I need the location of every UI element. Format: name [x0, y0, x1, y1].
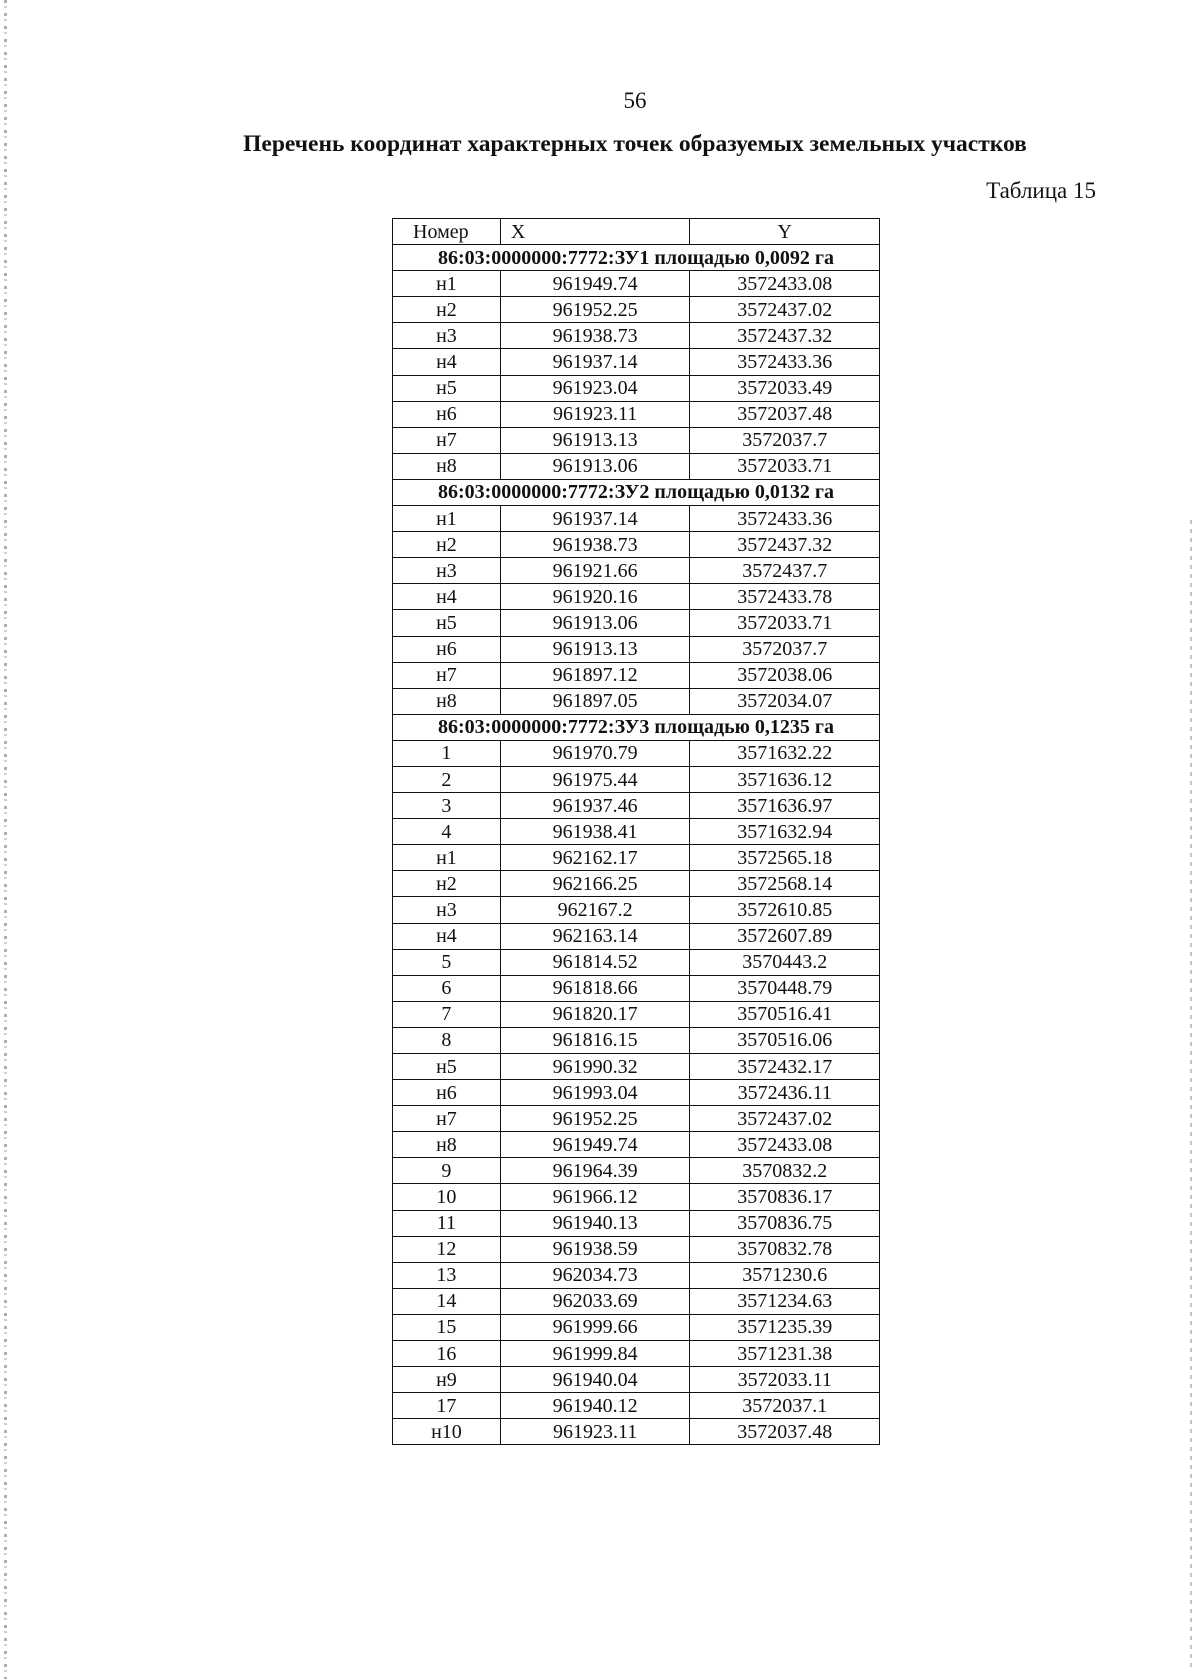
x-coordinate-cell: 961952.25	[500, 1106, 690, 1132]
x-coordinate-cell: 961952.25	[500, 297, 690, 323]
section-title: 86:03:0000000:7772:ЗУ1 площадью 0,0092 га	[393, 245, 880, 271]
table-row	[393, 1184, 880, 1210]
table-row	[393, 1054, 880, 1080]
table-row	[393, 297, 880, 323]
y-coordinate-cell: 3570516.41	[690, 1001, 880, 1027]
point-number-cell: 10	[393, 1184, 501, 1210]
point-number-cell: 11	[393, 1210, 501, 1236]
x-coordinate-cell: 961937.14	[500, 349, 690, 375]
point-number-cell: н6	[393, 401, 501, 427]
table-row	[393, 1132, 880, 1158]
point-number-cell: н7	[393, 1106, 501, 1132]
point-number-cell: н4	[393, 584, 501, 610]
x-coordinate-cell: 961897.12	[500, 662, 690, 688]
y-coordinate-cell: 3572568.14	[690, 871, 880, 897]
table-row	[393, 1367, 880, 1393]
y-coordinate-cell: 3572033.11	[690, 1367, 880, 1393]
x-coordinate-cell: 961999.84	[500, 1341, 690, 1367]
table-row	[393, 949, 880, 975]
y-coordinate-cell: 3572436.11	[690, 1080, 880, 1106]
y-coordinate-cell: 3572437.02	[690, 297, 880, 323]
x-coordinate-cell: 961913.06	[500, 610, 690, 636]
x-coordinate-cell: 962162.17	[500, 845, 690, 871]
x-coordinate-cell: 961949.74	[500, 271, 690, 297]
point-number-cell: н6	[393, 636, 501, 662]
table-row	[393, 584, 880, 610]
point-number-cell: н3	[393, 897, 501, 923]
y-coordinate-cell: 3572433.08	[690, 271, 880, 297]
y-coordinate-cell: 3572033.49	[690, 375, 880, 401]
point-number-cell: 1	[393, 740, 501, 766]
table-row	[393, 532, 880, 558]
x-coordinate-cell: 961937.14	[500, 506, 690, 532]
table-row	[393, 1027, 880, 1053]
table-row	[393, 1314, 880, 1340]
table-row	[393, 1158, 880, 1184]
table-row	[393, 1236, 880, 1262]
y-coordinate-cell: 3570832.78	[690, 1236, 880, 1262]
y-coordinate-cell: 3572437.7	[690, 558, 880, 584]
y-coordinate-cell: 3572033.71	[690, 453, 880, 479]
y-coordinate-cell: 3570516.06	[690, 1027, 880, 1053]
table-row	[393, 845, 880, 871]
header-number: Номер	[393, 219, 501, 245]
y-coordinate-cell: 3571235.39	[690, 1314, 880, 1340]
x-coordinate-cell: 961814.52	[500, 949, 690, 975]
x-coordinate-cell: 961897.05	[500, 688, 690, 714]
table-row	[393, 975, 880, 1001]
table-row	[393, 349, 880, 375]
x-coordinate-cell: 961913.13	[500, 427, 690, 453]
x-coordinate-cell: 961923.04	[500, 375, 690, 401]
x-coordinate-cell: 961820.17	[500, 1001, 690, 1027]
x-coordinate-cell: 961938.59	[500, 1236, 690, 1262]
x-coordinate-cell: 962166.25	[500, 871, 690, 897]
table-row	[393, 401, 880, 427]
table-row	[393, 740, 880, 766]
point-number-cell: н5	[393, 610, 501, 636]
x-coordinate-cell: 961949.74	[500, 1132, 690, 1158]
x-coordinate-cell: 961940.04	[500, 1367, 690, 1393]
point-number-cell: н4	[393, 349, 501, 375]
y-coordinate-cell: 3572437.02	[690, 1106, 880, 1132]
y-coordinate-cell: 3571636.12	[690, 766, 880, 792]
x-coordinate-cell: 962033.69	[500, 1288, 690, 1314]
point-number-cell: н1	[393, 506, 501, 532]
x-coordinate-cell: 961964.39	[500, 1158, 690, 1184]
section-title: 86:03:0000000:7772:ЗУ3 площадью 0,1235 га	[393, 714, 880, 740]
table-row	[393, 662, 880, 688]
point-number-cell: н7	[393, 662, 501, 688]
x-coordinate-cell: 962167.2	[500, 897, 690, 923]
table-row	[393, 271, 880, 297]
x-coordinate-cell: 961937.46	[500, 793, 690, 819]
x-coordinate-cell: 961923.11	[500, 401, 690, 427]
point-number-cell: н5	[393, 375, 501, 401]
point-number-cell: 17	[393, 1393, 501, 1419]
table-row	[393, 636, 880, 662]
point-number-cell: н8	[393, 1132, 501, 1158]
y-coordinate-cell: 3571230.6	[690, 1262, 880, 1288]
table-row	[393, 1210, 880, 1236]
point-number-cell: н2	[393, 532, 501, 558]
point-number-cell: н4	[393, 923, 501, 949]
table-row	[393, 506, 880, 532]
x-coordinate-cell: 961975.44	[500, 766, 690, 792]
x-coordinate-cell: 961913.06	[500, 453, 690, 479]
y-coordinate-cell: 3570836.75	[690, 1210, 880, 1236]
document-title: Перечень координат характерных точек образуемых земельных участков	[243, 131, 1027, 157]
header-y: Y	[690, 219, 880, 245]
point-number-cell: н9	[393, 1367, 501, 1393]
page-number: 56	[623, 88, 647, 113]
point-number-cell: н1	[393, 271, 501, 297]
y-coordinate-cell: 3572037.1	[690, 1393, 880, 1419]
x-coordinate-cell: 961816.15	[500, 1027, 690, 1053]
y-coordinate-cell: 3572433.36	[690, 349, 880, 375]
table-row	[393, 558, 880, 584]
x-coordinate-cell: 961999.66	[500, 1314, 690, 1340]
scan-edge-left	[4, 0, 7, 1679]
point-number-cell: н5	[393, 1054, 501, 1080]
table-row	[393, 871, 880, 897]
point-number-cell: н6	[393, 1080, 501, 1106]
coordinates-table	[392, 218, 880, 1445]
point-number-cell: н3	[393, 558, 501, 584]
x-coordinate-cell: 961990.32	[500, 1054, 690, 1080]
x-coordinate-cell: 961921.66	[500, 558, 690, 584]
point-number-cell: 14	[393, 1288, 501, 1314]
table-label: Таблица 15	[986, 178, 1096, 203]
table-row	[393, 323, 880, 349]
y-coordinate-cell: 3572607.89	[690, 923, 880, 949]
y-coordinate-cell: 3571632.94	[690, 819, 880, 845]
table-row	[393, 793, 880, 819]
x-coordinate-cell: 961993.04	[500, 1080, 690, 1106]
table-row	[393, 1262, 880, 1288]
x-coordinate-cell: 962034.73	[500, 1262, 690, 1288]
y-coordinate-cell: 3572433.36	[690, 506, 880, 532]
y-coordinate-cell: 3570832.2	[690, 1158, 880, 1184]
point-number-cell: н2	[393, 871, 501, 897]
point-number-cell: н8	[393, 453, 501, 479]
y-coordinate-cell: 3572565.18	[690, 845, 880, 871]
y-coordinate-cell: 3571234.63	[690, 1288, 880, 1314]
table-row	[393, 923, 880, 949]
y-coordinate-cell: 3572037.7	[690, 427, 880, 453]
y-coordinate-cell: 3572037.48	[690, 401, 880, 427]
table-row	[393, 897, 880, 923]
table-row	[393, 453, 880, 479]
table-row	[393, 688, 880, 714]
point-number-cell: 9	[393, 1158, 501, 1184]
x-coordinate-cell: 961970.79	[500, 740, 690, 766]
x-coordinate-cell: 961938.73	[500, 532, 690, 558]
section-header-row	[393, 245, 880, 271]
y-coordinate-cell: 3571231.38	[690, 1341, 880, 1367]
table-row	[393, 1001, 880, 1027]
table-row	[393, 819, 880, 845]
point-number-cell: 7	[393, 1001, 501, 1027]
x-coordinate-cell: 961940.13	[500, 1210, 690, 1236]
table-row	[393, 1080, 880, 1106]
y-coordinate-cell: 3570443.2	[690, 949, 880, 975]
y-coordinate-cell: 3571632.22	[690, 740, 880, 766]
x-coordinate-cell: 961923.11	[500, 1419, 690, 1445]
table-row	[393, 1341, 880, 1367]
point-number-cell: н7	[393, 427, 501, 453]
point-number-cell: 2	[393, 766, 501, 792]
point-number-cell: н3	[393, 323, 501, 349]
x-coordinate-cell: 961966.12	[500, 1184, 690, 1210]
y-coordinate-cell: 3570448.79	[690, 975, 880, 1001]
table-row	[393, 427, 880, 453]
y-coordinate-cell: 3572437.32	[690, 532, 880, 558]
y-coordinate-cell: 3570836.17	[690, 1184, 880, 1210]
point-number-cell: 13	[393, 1262, 501, 1288]
coordinates-table-body	[393, 245, 880, 1445]
x-coordinate-cell: 961913.13	[500, 636, 690, 662]
y-coordinate-cell: 3572034.07	[690, 688, 880, 714]
y-coordinate-cell: 3572038.06	[690, 662, 880, 688]
header-x: X	[500, 219, 690, 245]
table-row	[393, 375, 880, 401]
x-coordinate-cell: 961940.12	[500, 1393, 690, 1419]
point-number-cell: 15	[393, 1314, 501, 1340]
point-number-cell: н2	[393, 297, 501, 323]
x-coordinate-cell: 961938.41	[500, 819, 690, 845]
section-header-row	[393, 714, 880, 740]
section-title: 86:03:0000000:7772:ЗУ2 площадью 0,0132 га	[393, 479, 880, 505]
x-coordinate-cell: 961920.16	[500, 584, 690, 610]
x-coordinate-cell: 962163.14	[500, 923, 690, 949]
y-coordinate-cell: 3572433.78	[690, 584, 880, 610]
table-header-row	[393, 219, 880, 245]
y-coordinate-cell: 3572610.85	[690, 897, 880, 923]
point-number-cell: 16	[393, 1341, 501, 1367]
x-coordinate-cell: 961938.73	[500, 323, 690, 349]
point-number-cell: 3	[393, 793, 501, 819]
y-coordinate-cell: 3572433.08	[690, 1132, 880, 1158]
point-number-cell: н1	[393, 845, 501, 871]
x-coordinate-cell: 961818.66	[500, 975, 690, 1001]
table-row	[393, 1419, 880, 1445]
table-row	[393, 766, 880, 792]
point-number-cell: н10	[393, 1419, 501, 1445]
scan-edge-right	[1190, 520, 1192, 1670]
point-number-cell: н8	[393, 688, 501, 714]
section-header-row	[393, 479, 880, 505]
point-number-cell: 12	[393, 1236, 501, 1262]
point-number-cell: 4	[393, 819, 501, 845]
y-coordinate-cell: 3572432.17	[690, 1054, 880, 1080]
table-row	[393, 610, 880, 636]
y-coordinate-cell: 3571636.97	[690, 793, 880, 819]
y-coordinate-cell: 3572037.48	[690, 1419, 880, 1445]
point-number-cell: 5	[393, 949, 501, 975]
table-row	[393, 1288, 880, 1314]
point-number-cell: 6	[393, 975, 501, 1001]
point-number-cell: 8	[393, 1027, 501, 1053]
y-coordinate-cell: 3572033.71	[690, 610, 880, 636]
y-coordinate-cell: 3572037.7	[690, 636, 880, 662]
table-row	[393, 1106, 880, 1132]
table-row	[393, 1393, 880, 1419]
y-coordinate-cell: 3572437.32	[690, 323, 880, 349]
